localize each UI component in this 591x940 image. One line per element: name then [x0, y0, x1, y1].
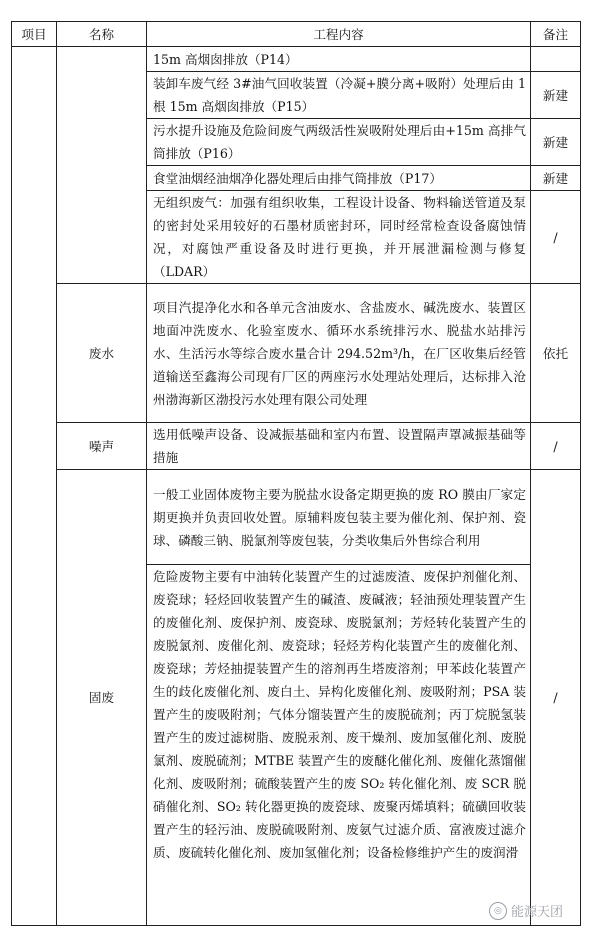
- content-cell: 选用低噪声设备、设减振基础和室内布置、设置隔声罩减振基础等措施: [147, 423, 531, 470]
- table-row: [12, 47, 581, 72]
- content-cell: 无组织废气：加强有组织收集，工程设计设备、物料输送管道及泵的密封处采用较好的石墨材质密封环，同时经常检查设备腐蚀情况，对腐蚀严重设备及时进行更换，并开展泄漏检测与修复（LDAR）: [147, 191, 531, 284]
- content-cell: 装卸车废气经 3#油气回收装置（冷凝+膜分离+吸附）处理后由 1 根 15m 高烟囱排放（P15）: [147, 72, 531, 119]
- engineering-table: [11, 21, 581, 926]
- note-cell: /: [531, 470, 581, 926]
- name-cell-noise: 噪声: [57, 423, 147, 470]
- item-cell-merged: [12, 47, 57, 926]
- watermark: [489, 901, 563, 920]
- table-row: [12, 470, 581, 565]
- content-cell: 污水提升设施及危险间废气两级活性炭吸附处理后由+15m 高排气筒排放（P16）: [147, 119, 531, 166]
- content-cell: 危险废物主要有中油转化装置产生的过滤废渣、废保护剂催化剂、废瓷球；轻烃回收装置产生的碱渣、废碱液；轻油预处理装置产生的废催化剂、废保护剂、废瓷球、废脱氯剂；芳烃转化装置产生的废脱氯剂、废催化剂、废瓷球；轻烃芳构化装置产生的废催化剂、废瓷球；芳烃抽提装置产生的溶剂再生塔废溶剂；甲苯歧化装置产生的歧化废催化剂、废白土、异构化废催化剂、废吸附剂；PSA 装置产生的废吸附剂；气体分馏装置产生的废脱硫剂；丙丁烷脱氢装置产生的废过滤树脂、废脱汞剂、废干燥剂、废加氢催化剂、废脱氯剂、废脱硫剂；MTBE 装置产生的废醚化催化剂、废催化蒸馏催化剂、废吸附剂；硫酸装置产生的废 SO₂ 转化催化剂、废 SCR 脱硝催化剂、SO₂ 转化器更换的废瓷球、废聚丙烯填料；硫磺回收装置产生的轻污油、废脱硫吸附剂、废氨气过滤介质、富液废过滤介质、废硫转化催化剂、废加氢催化剂；设备检修维护产生的废润滑: [147, 565, 531, 926]
- name-cell-wastewater: 废水: [57, 284, 147, 423]
- note-cell: 依托: [531, 284, 581, 423]
- table-row: [12, 284, 581, 423]
- note-cell: /: [531, 191, 581, 284]
- note-cell: /: [531, 423, 581, 470]
- content-cell: 15m 高烟囱排放（P14）: [147, 47, 531, 72]
- header-content: 工程内容: [147, 22, 531, 47]
- watermark-text: 能源天团: [510, 905, 563, 920]
- note-cell: [531, 47, 581, 72]
- content-cell: 项目汽提净化水和各单元含油废水、含盐废水、碱洗废水、装置区地面冲洗废水、化验室废水、循环水系统排污水、脱盐水站排污水、生活污水等综合废水量合计 294.52m³/h，在厂区收集后经管道输送至鑫海公司现有厂区的两座污水处理站处理后，达标排入沧州渤海新区渤投污水处理有限公司处理: [147, 284, 531, 423]
- header-note: 备注: [531, 22, 581, 47]
- name-cell-solid: 固废: [57, 470, 147, 926]
- name-cell-gas: [57, 47, 147, 284]
- content-cell: 食堂油烟经油烟净化器处理后由排气筒排放（P17）: [147, 166, 531, 191]
- header-row: [12, 22, 581, 47]
- note-cell: 新建: [531, 72, 581, 119]
- wechat-icon: ◎: [489, 902, 507, 920]
- note-cell: 新建: [531, 119, 581, 166]
- header-name: 名称: [57, 22, 147, 47]
- content-cell: 一般工业固体废物主要为脱盐水设备定期更换的废 RO 膜由厂家定期更换并负责回收处置。原辅料废包装主要为催化剂、保护剂、瓷球、磷酸三钠、脱氯剂等废包装，分类收集后外售综合利用: [147, 470, 531, 565]
- note-cell: 新建: [531, 166, 581, 191]
- table-row: [12, 423, 581, 470]
- header-item: 项目: [12, 22, 57, 47]
